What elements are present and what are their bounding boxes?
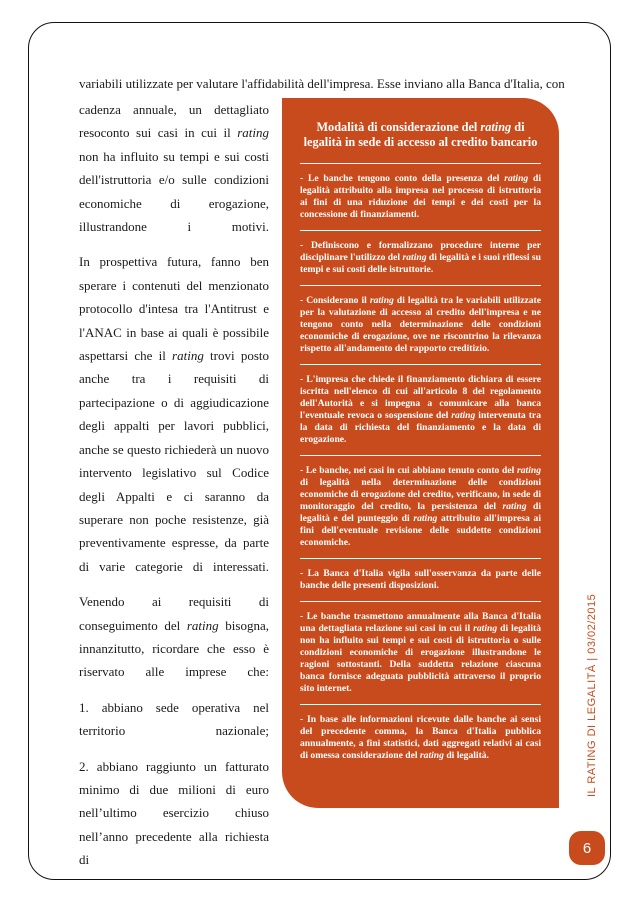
box-item-1: - Le banche tengono conto della presenza del rating di legalità attribuito alla impresa nel processo di istruttoria ai fini di una riduzione dei tempi e dei costi per la concessione di finanziamenti. xyxy=(300,173,541,220)
page-number: 6 xyxy=(569,831,605,865)
left-column xyxy=(79,98,269,881)
divider xyxy=(300,230,541,231)
side-running-header: IL RATING DI LEGALITÀ | 03/02/2015 xyxy=(586,593,598,797)
divider xyxy=(300,704,541,705)
box-item-7: - Le banche trasmettono annualmente alla Banca d'Italia una dettagliata relazione sui casi in cui il rating di legalità non ha influito sui tempi e sui costi di istruttoria o sulle condizioni economiche di erogazione illustrandone le ragioni sottostanti. Della suddetta relazione ciascuna banca fornisce adeguata pubblicità attraverso il proprio sito internet. xyxy=(300,611,541,694)
divider xyxy=(300,364,541,365)
box-item-8: - In base alle informazioni ricevute dalle banche ai sensi del precedente comma, la Banca d'Italia pubblica annualmente, a fini statistici, dati aggregati relativi ai casi di omessa considerazione del rating di legalità. xyxy=(300,714,541,761)
box-item-5: - Le banche, nei casi in cui abbiano tenuto conto del rating di legalità nella determinazione delle condizioni economiche di erogazione del credito, verificano, in sede di monitoraggio del credito, la persistenza del rating di legalità e del punteggio di rating attribuito all'impresa ai fini dell'eventuale revisione delle suddette condizioni economiche. xyxy=(300,465,541,548)
box-item-2: - Definiscono e formalizzano procedure interne per disciplinare l'utilizzo del rating di legalità e i suoi riflessi su tempi e sui costi delle istruttorie. xyxy=(300,240,541,275)
divider xyxy=(300,455,541,456)
box-item-3: - Considerano il rating di legalità tra le variabili utilizzate per la valutazione di accesso al credito dell'impresa e ne tengono conto nella determinazione delle condizioni economiche di erogazione, ove ne riscontrino la rilevanza rispetto all'andamento del rapporto creditizio. xyxy=(300,295,541,354)
divider xyxy=(300,601,541,602)
box-title: Modalità di considerazione del rating di legalità in sede di accesso al credito bancario xyxy=(303,120,538,149)
box-item-4: - L'impresa che chiede il finanziamento dichiara di essere iscritta nell'elenco di cui all'articolo 8 del regolamento dell'Autorità e si impegna a comunicare alla banca l'eventuale revoca o sospensione del rating intervenuta tra la data di richiesta del finanziamento e la data di erogazione. xyxy=(300,374,541,445)
rating-box xyxy=(282,98,559,808)
divider xyxy=(300,163,541,164)
requirement-1: 1. abbiano sede operativa nel territorio nazionale; xyxy=(79,699,269,739)
box-item-6: - La Banca d'Italia vigila sull'osservanza da parte delle banche delle presenti disposizioni. xyxy=(300,568,541,591)
intro-line: variabili utilizzate per valutare l'affidabilità dell'impresa. Esse inviano alla Banca d'Italia, con xyxy=(79,76,565,91)
requirement-2: 2. abbiano raggiunto un fatturato minimo di due milioni di euro nell’ultimo esercizio chiuso nell’anno precedente alla richiesta di xyxy=(79,758,269,868)
divider xyxy=(300,558,541,559)
paragraph-2: In prospettiva futura, fanno ben sperare i contenuti del menzionato protocollo d'intesa tra l'Antitrust e l'ANAC in base ai quali è possibile aspettarsi che il rating trovi posto anche tra i requisiti di partecipazione o di aggiudicazione degli appalti per lavori pubblici, anche se questo richiederà un nuovo intervento legislativo sul Codice degli Appalti e ci saranno da superare non poche resistenze, già preventivamente espresse, da parte di varie categorie di interessati. xyxy=(79,254,269,574)
paragraph-3: Venendo ai requisiti di conseguimento del rating bisogna, innanzitutto, ricordare che esso è riservato alle imprese che: xyxy=(79,594,269,680)
divider xyxy=(300,285,541,286)
paragraph-1: cadenza annuale, un dettagliato resoconto sui casi in cui il rating non ha influito su tempi e sui costi dell'istruttoria e/o sulle condizioni economiche di erogazione, illustrandone i motivi. xyxy=(79,102,269,235)
